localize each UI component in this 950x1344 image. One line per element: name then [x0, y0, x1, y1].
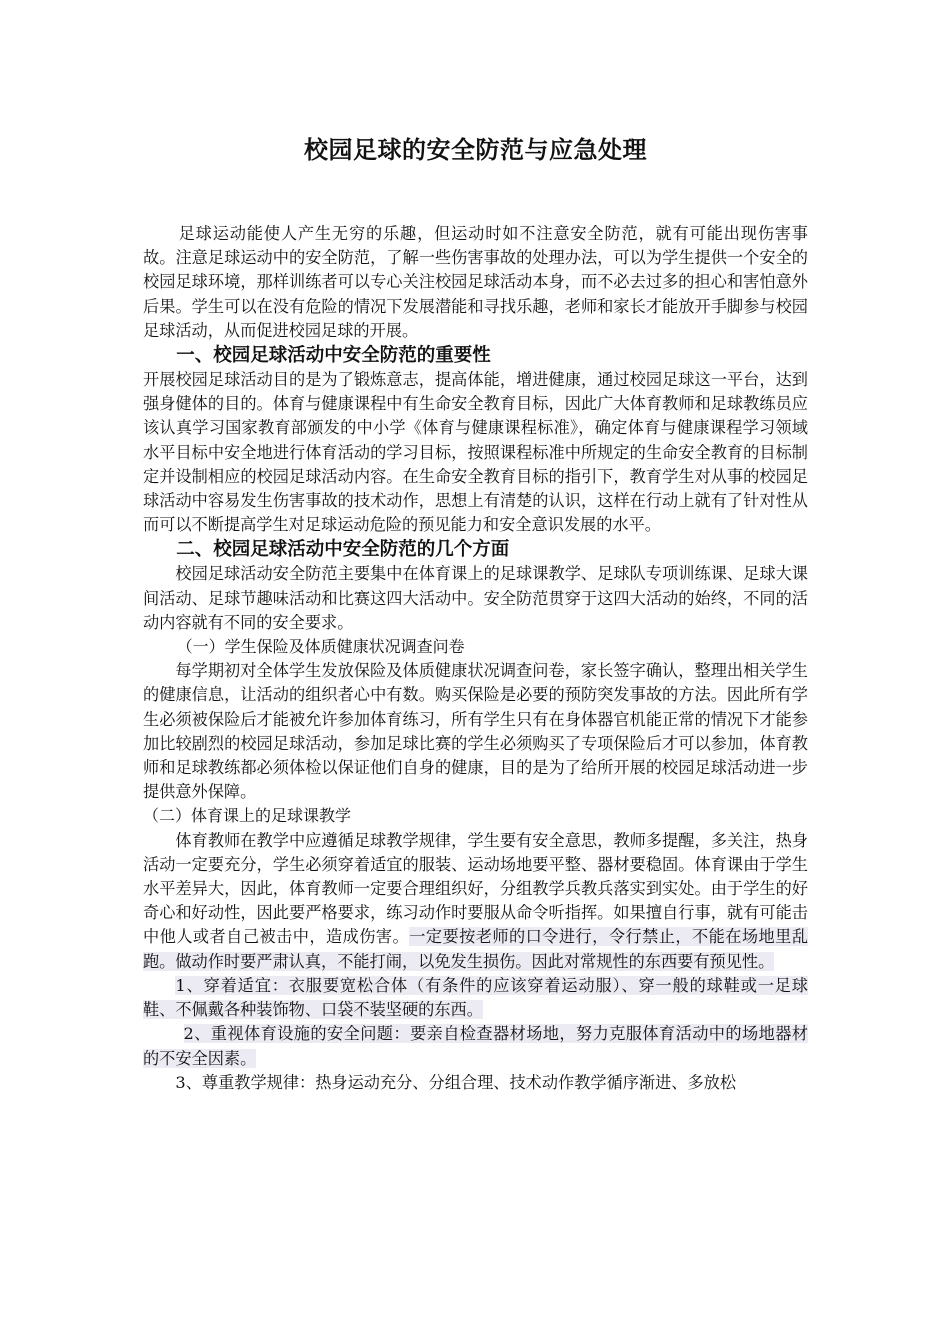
list-item-1-text: 1、穿着适宜：衣服要宽松合体（有条件的应该穿着运动服）、穿一般的球鞋或一足球鞋、不佩戴各种装饰物、口袋不装坚硬的东西。 — [143, 975, 808, 1020]
intro-paragraph: 足球运动能使人产生无穷的乐趣，但运动时如不注意安全防范，就有可能出现伤害事故。注意足球运动中的安全防范，了解一些伤害事故的处理办法，可以为学生提供一个安全的校园足球环境，那样训练者可以专心关注校园足球活动本身，而不必去过多的担心和害怕意外后果。学生可以在没有危险的情况下发展潜能和寻找乐趣，老师和家长才能放开手脚参与校园足球活动，从而促进校园足球的开展。 — [143, 224, 808, 340]
sub1-paragraph: 每学期初对全体学生发放保险及体质健康状况调查问卷，家长签字确认，整理出相关学生的健康信息，让活动的组织者心中有数。购买保险是必要的预防突发事故的方法。因此所有学生必须被保险后才能被允许参加体育练习，所有学生只有在身体器官机能正常的情况下才能参加比较剧烈的校园足球活动，参加足球比赛的学生必须购买了专项保险后才可以参加，体育教师和足球教练都必须体检以保证他们自身的健康，目的是为了给所开展的校园足球活动进一步提供意外保障。 — [143, 661, 808, 802]
list-item-1 — [143, 974, 808, 1022]
document-title: 校园足球的安全防范与应急处理 — [304, 136, 647, 164]
sub1-heading: （一）学生保险及体质健康状况调查问卷 — [176, 637, 465, 657]
list-item-3: 3、尊重教学规律：热身运动充分、分组合理、技术动作教学循序渐进、多放松 — [175, 1072, 737, 1092]
sub2-heading: （二）体育课上的足球课教学 — [143, 806, 352, 826]
list-item-2-text: 2、重视体育设施的安全问题：要亲自检查器材场地，努力克服体育活动中的场地器材的不安全因素。 — [143, 1024, 808, 1068]
list-item-2 — [143, 1022, 808, 1070]
sub2-text-b-highlighted: 一定要按老师的口令进行，令行禁止，不能在场地里乱跑。做动作时要严肃认真，不能打闹，以免发生损伤。因此对常规性的东西要有预见性。 — [143, 927, 809, 971]
section2-paragraph: 校园足球活动安全防范主要集中在体育课上的足球课教学、足球队专项训练课、足球大课间活动、足球节趣味活动和比赛这四大活动中。安全防范贯穿于这四大活动的始终，不同的活动内容就有不同的安全要求。 — [143, 564, 808, 632]
document-body — [143, 222, 808, 1095]
section1-paragraph: 开展校园足球活动目的是为了锻炼意志，提高体能，增进健康，通过校园足球这一平台，达到强身健体的目的。体育与健康课程中有生命安全教育目标，因此广大体育教师和足球教练员应该认真学习国家教育部颁发的中小学《体育与健康课程标准》，确定体育与健康课程学习领域水平目标中安全地进行体育活动的学习目标，按照课程标准中所规定的生命安全教育的目标制定并设制相应的校园足球活动内容。在生命安全教育目标的指引下，教育学生对从事的校园足球活动中容易发生伤害事故的技术动作，思想上有清楚的认识，这样在行动上就有了针对性从而可以不断提高学生对足球运动危险的预见能力和安全意识发展的水平。 — [143, 370, 808, 535]
section2-heading: 二、校园足球活动中安全防范的几个方面 — [176, 539, 510, 561]
sub2-paragraph — [143, 829, 808, 974]
section1-heading: 一、校园足球活动中安全防范的重要性 — [176, 345, 491, 367]
sub2-text-a: 体育教师在教学中应遵循足球教学规律，学生要有安全意思，教师多提醒，多关注，热身活动一定要充分，学生必须穿着适宜的服装、运动场地要平整、器材要稳固。体育课由于学生水平差异大，因此，体育教师一定要合理组织好，分组教学兵教兵落实到实处。由于学生的好奇心和好动性，因此要严格要求，练习动作时要服从命令听指挥。如果擅自行事，就有可能击中他人或者自己被击中，造成伤害。 — [143, 830, 808, 947]
